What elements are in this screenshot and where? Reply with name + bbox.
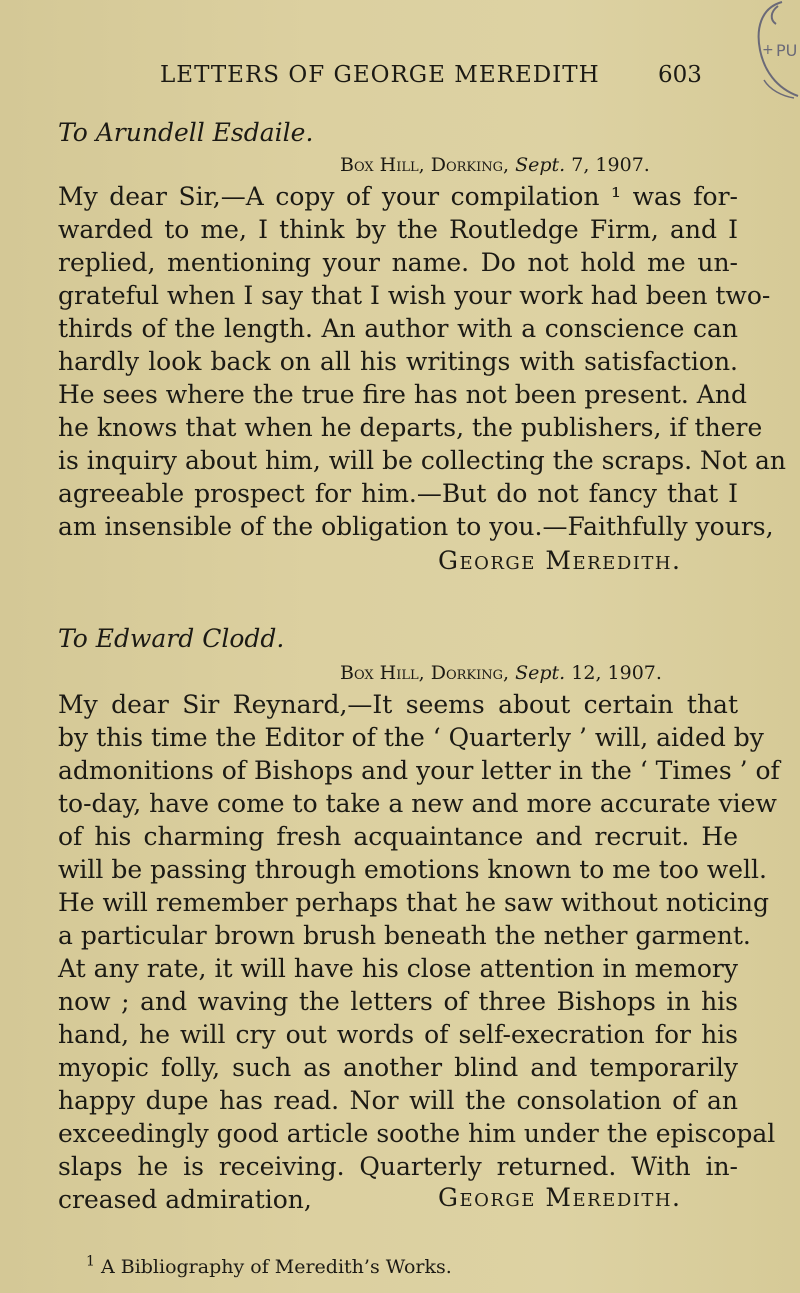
body-line: by this time the Editor of the ‘ Quarterly ’ will, aided by xyxy=(58,723,764,752)
body-line: My dear Sir,—A copy of your compilation ¹ was for- xyxy=(58,182,738,211)
library-stamp-icon xyxy=(720,0,800,110)
svg-text:+: + xyxy=(762,42,774,58)
body-line: he knows that when he departs, the publishers, if there xyxy=(58,413,763,442)
letter1-recipient: To Arundell Esdaile. xyxy=(58,118,314,147)
running-head xyxy=(0,62,800,98)
body-line: agreeable prospect for him.—But do not fancy that I xyxy=(58,479,738,508)
body-line: hand, he will cry out words of self-execration for his xyxy=(58,1020,738,1049)
page-number: 603 xyxy=(658,62,702,88)
body-line: replied, mentioning your name. Do not hold me un- xyxy=(58,248,738,277)
letter1-signature: George Meredith. xyxy=(438,546,682,575)
letter1-dateline xyxy=(340,154,650,176)
body-line: happy dupe has read. Nor will the consolation of an xyxy=(58,1086,738,1115)
letter2-body xyxy=(58,688,780,1183)
body-line: a particular brown brush beneath the nether garment. xyxy=(58,921,751,950)
footnote-marker: 1 xyxy=(86,1253,95,1270)
body-line: My dear Sir Reynard,—It seems about certain that xyxy=(58,690,738,719)
body-line: now ; and waving the letters of three Bishops in his xyxy=(58,987,738,1016)
letter2-date-month: Sept. xyxy=(515,662,566,684)
letter1-date-rest: 7, 1907. xyxy=(571,154,650,176)
body-line: of his charming fresh acquaintance and recruit. He xyxy=(58,822,738,851)
letter1-body xyxy=(58,180,786,543)
body-line: At any rate, it will have his close attention in memory xyxy=(58,954,738,983)
running-head-title: LETTERS OF GEORGE MEREDITH xyxy=(160,62,600,88)
letter2-closing: creased admiration, xyxy=(58,1185,312,1214)
body-line: warded to me, I think by the Routledge Firm, and I xyxy=(58,215,738,244)
footnote-text: A Bibliography of Meredith’s Works. xyxy=(100,1256,452,1278)
body-line: grateful when I say that I wish your work had been two- xyxy=(58,281,771,310)
body-line: slaps he is receiving. Quarterly returned. With in- xyxy=(58,1152,738,1181)
body-line: exceedingly good article soothe him under the episcopal xyxy=(58,1119,776,1148)
letter2-dateline xyxy=(340,662,662,684)
body-line: admonitions of Bishops and your letter in the ‘ Times ’ of xyxy=(58,756,780,785)
body-line: hardly look back on all his writings with satisfaction. xyxy=(58,347,738,376)
body-line: myopic folly, such as another blind and temporarily xyxy=(58,1053,738,1082)
letter2-date-rest: 12, 1907. xyxy=(571,662,662,684)
letter2-recipient: To Edward Clodd. xyxy=(58,624,285,653)
stamp-text: PU xyxy=(776,41,798,60)
body-line: will be passing through emotions known to me too well. xyxy=(58,855,767,884)
body-line: He will remember perhaps that he saw without noticing xyxy=(58,888,770,917)
body-line: is inquiry about him, will be collecting the scraps. Not an xyxy=(58,446,786,475)
letter2-signature: George Meredith. xyxy=(438,1183,682,1212)
body-line: He sees where the true fire has not been present. And xyxy=(58,380,747,409)
footnote xyxy=(86,1253,452,1278)
letter1-date-month: Sept. xyxy=(515,154,566,176)
body-line: to-day, have come to take a new and more accurate view xyxy=(58,789,777,818)
letter2-place: Box Hill, Dorking, xyxy=(340,662,510,684)
body-line: thirds of the length. An author with a conscience can xyxy=(58,314,738,343)
body-line: am insensible of the obligation to you.—Faithfully yours, xyxy=(58,512,774,541)
letter1-place: Box Hill, Dorking, xyxy=(340,154,510,176)
